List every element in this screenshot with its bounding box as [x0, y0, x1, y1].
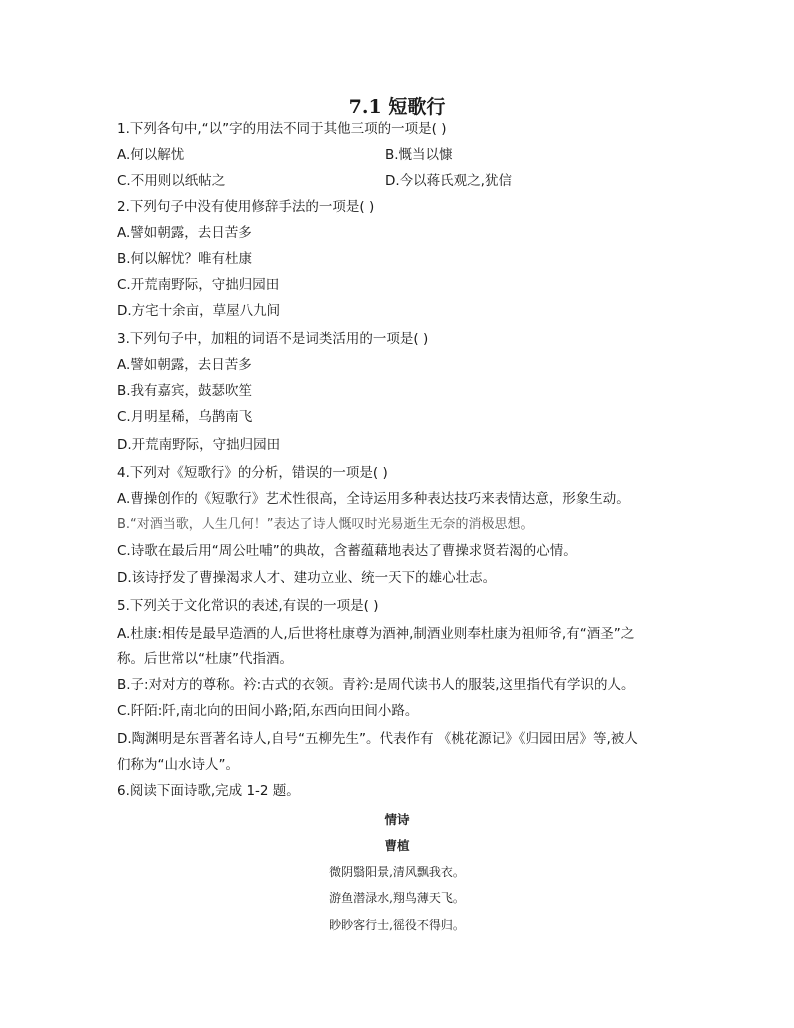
page-title: 7.1 短歌行: [348, 96, 446, 118]
q5-option-d-line1: D.陶渊明是东晋著名诗人,自号“五柳先生”。代表作有 《桃花源记》《归园田居》等,被人: [117, 731, 638, 747]
q1-stem: 1.下列各句中,“以”字的用法不同于其他三项的一项是( ): [117, 121, 447, 137]
q4-option-c: C.诗歌在最后用“周公吐哺”的典故，含蓄蕴藉地表达了曹操求贤若渴的心情。: [117, 543, 577, 559]
q5-option-b: B.子:对对方的尊称。衿:古式的衣领。青衿:是周代读书人的服装,这里指代有学识的人。: [117, 677, 635, 693]
q3-stem: 3.下列句子中，加粗的词语不是词类活用的一项是( ): [117, 331, 429, 347]
q1-option-a: A.何以解忧: [117, 147, 185, 163]
q3-option-b: B.我有嘉宾，鼓瑟吹笙: [117, 383, 253, 399]
q4-option-b: B.“对酒当歌，人生几何！”表达了诗人慨叹时光易逝生无奈的消极思想。: [117, 517, 534, 532]
q2-stem: 2.下列句子中没有使用修辞手法的一项是( ): [117, 199, 375, 215]
poem-title: 情诗: [384, 812, 410, 827]
q3-option-d: D.开荒南野际，守拙归园田: [117, 437, 281, 453]
poem-line: 眇眇客行士,徭役不得归。: [329, 918, 465, 932]
q2-option-a: A.譬如朝露，去日苦多: [117, 225, 252, 241]
q1-option-d: D.今以蒋氏观之,犹信: [385, 173, 512, 189]
q5-stem: 5.下列关于文化常识的表述,有误的一项是( ): [117, 598, 379, 614]
q5-option-a-line1: A.杜康:相传是最早造酒的人,后世将杜康尊为酒神,制酒业则奉杜康为祖师爷,有“酒圣”之: [117, 626, 635, 642]
q1-option-c: C.不用则以纸帖之: [117, 173, 226, 189]
q5-option-c: C.阡陌:阡,南北向的田间小路;陌,东西向田间小路。: [117, 703, 419, 719]
q4-option-d: D.该诗抒发了曹操渴求人才、建功立业、统一天下的雄心壮志。: [117, 570, 497, 586]
poem-line: 游鱼潜渌水,翔鸟薄天飞。: [329, 891, 465, 905]
poem-line: 微阴翳阳景,清风飘我衣。: [329, 865, 465, 879]
q2-option-d: D.方宅十余亩，草屋八九间: [117, 303, 281, 319]
q2-option-b: B.何以解忧？唯有杜康: [117, 251, 253, 267]
q2-option-c: C.开荒南野际，守拙归园田: [117, 277, 280, 293]
q3-option-c: C.月明星稀，乌鹊南飞: [117, 409, 253, 425]
q5-option-d-line2: 们称为“山水诗人”。: [117, 757, 239, 773]
poem-author: 曹植: [384, 838, 410, 853]
q4-option-a: A.曹操创作的《短歌行》艺术性很高，全诗运用多种表达技巧来表情达意，形象生动。: [117, 491, 630, 507]
q4-stem: 4.下列对《短歌行》的分析，错误的一项是( ): [117, 465, 388, 481]
q3-option-a: A.譬如朝露，去日苦多: [117, 357, 252, 373]
q1-option-b: B.慨当以慷: [385, 147, 453, 163]
q6-stem: 6.阅读下面诗歌,完成 1-2 题。: [117, 783, 300, 799]
q5-option-a-line2: 称。后世常以“杜康”代指酒。: [117, 651, 293, 667]
